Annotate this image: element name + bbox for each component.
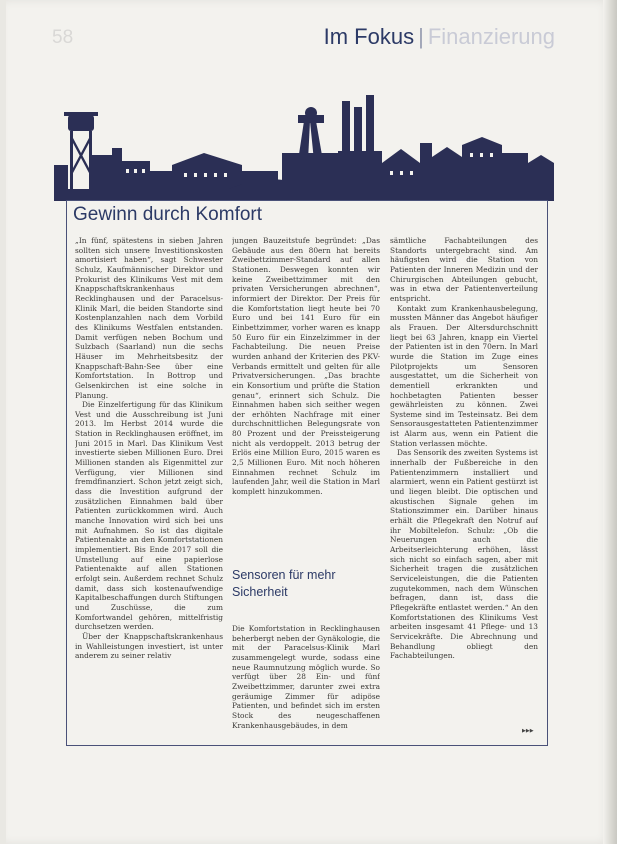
section-header: [324, 24, 555, 50]
article-column-2-continued: [232, 624, 380, 744]
paragraph: Über der Knappschaftskrankenhaus in Wahlleistungen investiert, ist unter anderem zu seiner relativ: [75, 631, 223, 661]
paragraph: Das Sensorik des zweiten Systems ist innerhalb der Fußbereiche in den Patientenzimmern installiert und alarmiert, wenn ein Patient gestürzt ist und liegen bleibt. Die optischen und akustischen Signale gehen im Stationszimmer ein. Darüber hinaus erhält die Pflegekraft den Notruf auf ihr Mobiltelefon. Schulz: „Ob die Neuerungen auch die Arbeitserleichterung erhöhen, lässt sich nicht so einfach sagen, aber mit Sicherheit tragen die zusätzlichen Serviceleistungen, die die Patienten zugutekommen, nach dem Wünschen befragen, dann ist, dass die Pflegekräfte entlastet werden.“ An den Komfortstationen des Klinikums Vest arbeiten insgesamt 41 Pflege- und 13 Servicekräfte. Die Abrechnung und Behandlung obliegt den Fachabteilungen.: [390, 448, 538, 661]
paragraph: Kontakt zum Krankenhausbelegung, mussten Männer das Angebot häufiger als Frauen. Der Altersdurchschnitt liegt bei 63 Jahren, knapp ein Viertel der Patienten ist in den 70ern. In Marl wurde die Station im Zuge eines Pilotprojekts um Sensoren ausgestattet, um die Sicherheit von dementiell erkrankten und hochbetagten Patienten besser gewährleisten zu können. Zwei Systeme sind im Testeinsatz. Bei dem Sensorausgestatteten Patientenzimmer ist Alarm aus, wenn ein Patient die Station verlassen möchte.: [390, 303, 538, 448]
page-number: 58: [52, 27, 74, 48]
continued-marker: ▶▶▶: [522, 728, 534, 734]
section-separator: |: [418, 24, 424, 49]
paragraph: Die Komfortstation in Recklinghausen beherbergt neben der Gynäkologie, die mit der Paracelsus-Klinik Marl zusammengelegt wurde, sodass eine neue Raumnutzung möglich wurde. So verfügt über 28 Ein- und fünf Zweibettzimmer, darunter zwei extra geräumige Zimmer für adipöse Patienten, und befindet sich im ersten Stock des neugeschaffenen Krankenhausgebäudes, in dem: [232, 624, 380, 730]
paragraph: sämtliche Fachabteilungen des Standorts untergebracht sind. Am häufigsten wird die Station von Patienten der Inneren Medizin und der Chirurgischen Abteilungen gebucht, was in etwa der Patientenverteilung entspricht.: [390, 236, 538, 303]
article-column-3: [390, 236, 538, 726]
page-spine-shadow: [603, 0, 617, 844]
paragraph: jungen Bauzeitstufe begründet: „Das Gebäude aus den 80ern hat bereits Zweibettzimmer-Standard auf allen Stationen. Deswegen konnten wir keine Zweibettzimmer mit den privaten Versicherungen abrechnen“, informiert der Direktor. Der Preis für die Komfortstation liegt heute bei 70 Euro und bei 141 Euro für ein Einbettzimmer, vorher waren es knapp 50 Euro für ein Einzelzimmer in der Fachabteilung. Die neuen Preise wurden anhand der Kriterien des PKV-Verbands ermittelt und gelten für alle Privatversicherungen. „Das brachte ein Konsortium und prüfte die Station genau“, erinnert sich Schulz. Die Einnahmen haben sich seither wegen der erhöhten Nachfrage mit einer durchschnittlichen Belegungsrate von 80 Prozent und der Preissteigerung nicht als verdoppelt. 2013 betrug der Erlös eine Million Euro, 2015 waren es 2,5 Millionen Euro. Mit noch höheren Einnahmen rechnet Schulz im laufenden Jahr, weil die Station in Marl komplett hinzukommen.: [232, 236, 380, 497]
paragraph: „In fünf, spätestens in sieben Jahren sollten sich unsere Investitionskosten amortisiert haben“, sagt Schwester Schulz, Kaufmännischer Direktor und Prokurist des Klinikums Vest mit dem Knappschaftskrankenhaus Recklinghausen und der Paracelsus-Klinik Marl, die beiden Standorte sind Kostenplanzahlen nach dem Vorbild des Klinikums Westfalen entstanden. Damit verfügen neben Bochum und Sulzbach (Saarland) nun die sechs Häuser im Mehrheitsbesitz der Knappschaft-Bahn-See über eine Komfortstation. In Bottrop und Gelsenkirchen ist eine solche in Planung.: [75, 236, 223, 400]
article-column-1: [75, 236, 223, 742]
industrial-skyline-illustration: [54, 93, 554, 201]
article-subheading: Sensoren für mehr Sicherheit: [232, 568, 336, 599]
subsection-name: Finanzierung: [427, 24, 555, 49]
paragraph: Die Einzelfertigung für das Klinikum Vest und die Ausschreibung ist Juni 2013. Im Herbst 2014 wurde die Station in Recklinghausen eröffnet, im Juni 2015 in Marl. Das Klinikum Vest investierte sieben Millionen Euro. Drei Millionen standen als Eigenmittel zur Verfügung, vier Millionen sind fremdfinanziert. Schon jetzt zeigt sich, dass die Investition aufgrund der zusätzlichen Einnahmen bald über Patienten zurückkommen wird. Auch manche Innovation wird sich bei uns mit Aufnahmen. So ist das digitale Patientenakte an den Komfortstationen implementiert. Bis Ende 2017 soll die Umstellung auf eine papierlose Patientenakte auf allen Stationen erfolgt sein. Außerdem rechnet Schulz damit, dass sich kostenaufwendige Kapitalbeschaffungen durch Stiftungen und Zuschüsse, die zum Komfortwandel gehören, mittelfristig durchsetzen werden.: [75, 400, 223, 632]
article-title: Gewinn durch Komfort: [73, 204, 263, 225]
section-name: Im Fokus: [323, 24, 415, 49]
article-column-2: [232, 236, 380, 540]
